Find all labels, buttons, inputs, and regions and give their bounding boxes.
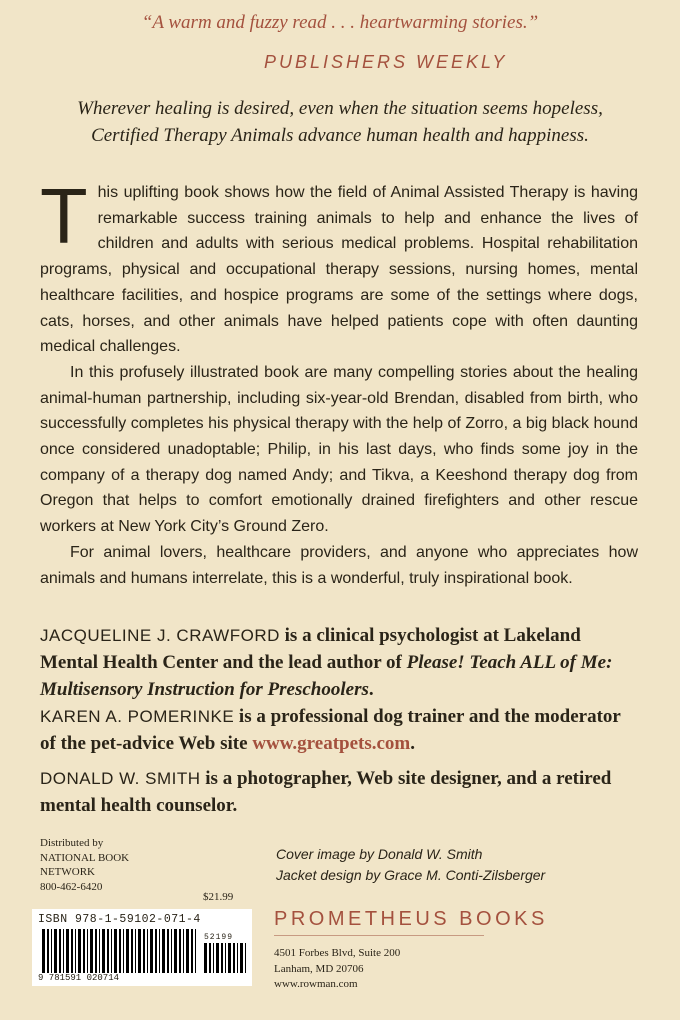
website-link[interactable]: www.greatpets.com: [252, 733, 411, 754]
publisher-website[interactable]: www.rowman.com: [274, 978, 358, 990]
jacket-credit: Jacket design by Grace M. Conti-Zilsberger: [276, 867, 546, 883]
price-code: 52199: [204, 933, 234, 942]
price-barcode-graphic: [204, 943, 246, 973]
author-bio-smith: [40, 765, 640, 819]
ean-digits: 9 781591 020714: [38, 973, 120, 983]
publisher-address: [274, 946, 400, 993]
barcode: [32, 909, 252, 986]
author-description: is a professional dog trainer and the moderator of the pet-advice Web site: [40, 706, 621, 754]
author-name: DONALD W. SMITH: [40, 769, 201, 788]
description-paragraph-1: [40, 172, 638, 360]
tagline-line-1: Wherever healing is desired, even when the situation seems hopeless,: [77, 98, 603, 119]
publisher-rule: [274, 935, 484, 936]
tagline-line-2: Certified Therapy Animals advance human health and happiness.: [91, 125, 589, 146]
tagline: [40, 95, 640, 149]
distributor-line: NATIONAL BOOK: [40, 851, 130, 864]
credits: [276, 844, 545, 886]
description-paragraph-2: In this profusely illustrated book are many compelling stories about the healing animal-human partnership, including six-year-old Brendan, disabled from birth, who successfully completes his physical therapy with the help of Zorro, a big black hound once considered unadoptable; Philip, in his last days, who finds some joy in the company of a therapy dog named Andy; and Tikva, a Keeshond therapy dog from Oregon that helps to comfort emotionally drained firefighters and other rescue workers at New York City’s Ground Zero.: [40, 363, 638, 536]
price: $21.99: [203, 891, 234, 903]
address-line: Lanham, MD 20706: [274, 962, 364, 975]
ean-barcode-graphic: [42, 929, 197, 973]
author-bio-end: .: [368, 679, 374, 700]
author-bio-pomerinke: [40, 703, 640, 757]
distributor-phone: 800-462-6420: [40, 880, 103, 893]
distributor-info: [40, 836, 160, 894]
cover-credit: Cover image by Donald W. Smith: [276, 846, 483, 862]
distributor-line: Distributed by: [40, 837, 104, 849]
distributor-line: NETWORK: [40, 866, 95, 878]
author-bio-crawford: [40, 622, 640, 703]
description-paragraph-3: For animal lovers, healthcare providers, and anyone who appreciates how animals and humans interrelate, this is a wonderful, truly inspirational book.: [40, 543, 638, 587]
author-name: JACQUELINE J. CRAWFORD: [40, 626, 280, 645]
address-line: 4501 Forbes Blvd, Suite 200: [274, 947, 401, 959]
author-bio-end: .: [410, 733, 416, 754]
drop-cap: T: [40, 172, 88, 260]
publisher-name: PROMETHEUS BOOKS: [274, 908, 548, 930]
author-description: is a photographer, Web site designer, and a retired mental health counselor.: [40, 768, 612, 816]
paragraph-1-text: his uplifting book shows how the field of Animal Assisted Therapy is having remarkable success training animals to help and enhance the lives of children and adults with serious medical problems. Hospital rehabilitation programs, physical and occupational therapy sessions, nursing homes, mental healthcare facilities, and hospice programs are some of the settings where dogs, cats, horses, and other animals have helped patients cope with often daunting medical challenges.: [40, 184, 638, 356]
review-quote: “A warm and fuzzy read . . . heartwarming stories.”: [141, 12, 539, 33]
description: [40, 172, 638, 591]
author-book-title: Please! Teach ALL of Me: Multisensory Instruction for Preschoolers: [40, 652, 613, 700]
isbn: ISBN 978-1-59102-071-4: [38, 913, 201, 926]
review-source: PUBLISHERS WEEKLY: [264, 52, 508, 72]
author-description: is a clinical psychologist at Lakeland Mental Health Center and the lead author of: [40, 625, 581, 673]
author-name: KAREN A. POMERINKE: [40, 707, 235, 726]
